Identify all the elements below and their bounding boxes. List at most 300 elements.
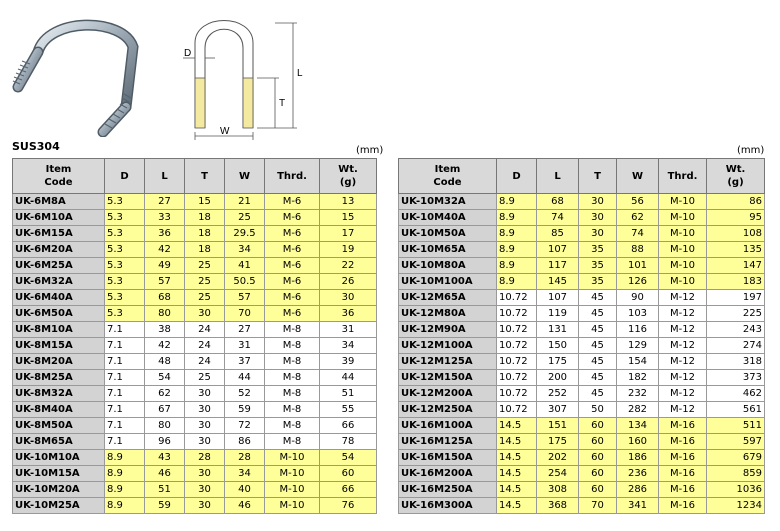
header-l: L xyxy=(537,159,579,194)
weight-cell: 51 xyxy=(320,386,377,402)
w-cell: 57 xyxy=(225,290,265,306)
weight-cell: 1234 xyxy=(707,498,765,514)
d-cell: 5.3 xyxy=(105,194,145,210)
table-row xyxy=(399,370,765,386)
thread-cell: M-16 xyxy=(659,418,707,434)
w-cell: 103 xyxy=(617,306,659,322)
label-t: T xyxy=(279,98,286,109)
w-cell: 44 xyxy=(225,370,265,386)
thread-cell: M-8 xyxy=(265,418,320,434)
item-code-cell: UK-12M100A xyxy=(399,338,497,354)
w-cell: 282 xyxy=(617,402,659,418)
header-l: L xyxy=(145,159,185,194)
item-code-cell: UK-10M25A xyxy=(13,498,105,514)
item-code-cell: UK-12M200A xyxy=(399,386,497,402)
t-cell: 30 xyxy=(185,482,225,498)
l-cell: 68 xyxy=(145,290,185,306)
table-row xyxy=(13,418,377,434)
weight-cell: 39 xyxy=(320,354,377,370)
t-cell: 60 xyxy=(579,482,617,498)
weight-cell: 26 xyxy=(320,274,377,290)
item-code-cell: UK-8M25A xyxy=(13,370,105,386)
table-row xyxy=(13,482,377,498)
thread-cell: M-6 xyxy=(265,242,320,258)
w-cell: 129 xyxy=(617,338,659,354)
t-cell: 45 xyxy=(579,322,617,338)
d-cell: 14.5 xyxy=(497,434,537,450)
t-cell: 15 xyxy=(185,194,225,210)
unit-label-left: (mm) xyxy=(356,145,384,156)
d-cell: 8.9 xyxy=(105,482,145,498)
table-row xyxy=(399,354,765,370)
item-code-cell: UK-12M80A xyxy=(399,306,497,322)
t-cell: 25 xyxy=(185,290,225,306)
t-cell: 28 xyxy=(185,450,225,466)
t-cell: 25 xyxy=(185,258,225,274)
weight-cell: 373 xyxy=(707,370,765,386)
w-cell: 50.5 xyxy=(225,274,265,290)
thread-cell: M-8 xyxy=(265,338,320,354)
l-cell: 145 xyxy=(537,274,579,290)
d-cell: 8.9 xyxy=(105,450,145,466)
item-code-cell: UK-6M8A xyxy=(13,194,105,210)
thread-cell: M-10 xyxy=(659,226,707,242)
thread-cell: M-6 xyxy=(265,210,320,226)
item-code-cell: UK-6M25A xyxy=(13,258,105,274)
d-cell: 5.3 xyxy=(105,290,145,306)
w-cell: 286 xyxy=(617,482,659,498)
table-row xyxy=(399,402,765,418)
t-cell: 60 xyxy=(579,434,617,450)
table-row xyxy=(399,498,765,514)
header-row xyxy=(399,159,765,194)
table-row xyxy=(399,338,765,354)
l-cell: 51 xyxy=(145,482,185,498)
item-code-cell: UK-10M10A xyxy=(13,450,105,466)
l-cell: 68 xyxy=(537,194,579,210)
l-cell: 151 xyxy=(537,418,579,434)
weight-cell: 60 xyxy=(320,466,377,482)
table-row xyxy=(13,210,377,226)
thread-cell: M-10 xyxy=(659,258,707,274)
weight-cell: 36 xyxy=(320,306,377,322)
weight-cell: 17 xyxy=(320,226,377,242)
item-code-cell: UK-8M32A xyxy=(13,386,105,402)
weight-cell: 22 xyxy=(320,258,377,274)
thread-cell: M-10 xyxy=(659,242,707,258)
item-code-cell: UK-8M20A xyxy=(13,354,105,370)
l-cell: 57 xyxy=(145,274,185,290)
l-cell: 202 xyxy=(537,450,579,466)
w-cell: 27 xyxy=(225,322,265,338)
weight-cell: 30 xyxy=(320,290,377,306)
thread-cell: M-6 xyxy=(265,194,320,210)
weight-cell: 15 xyxy=(320,210,377,226)
thread-cell: M-6 xyxy=(265,274,320,290)
spec-table-left xyxy=(12,158,377,514)
d-cell: 10.72 xyxy=(497,402,537,418)
t-cell: 30 xyxy=(185,434,225,450)
l-cell: 43 xyxy=(145,450,185,466)
thread-cell: M-10 xyxy=(265,466,320,482)
weight-cell: 597 xyxy=(707,434,765,450)
w-cell: 74 xyxy=(617,226,659,242)
l-cell: 48 xyxy=(145,354,185,370)
item-code-cell: UK-16M125A xyxy=(399,434,497,450)
t-cell: 35 xyxy=(579,242,617,258)
label-w: W xyxy=(220,126,230,137)
item-code-cell: UK-10M15A xyxy=(13,466,105,482)
item-code-cell: UK-10M65A xyxy=(399,242,497,258)
table-row xyxy=(399,242,765,258)
t-cell: 45 xyxy=(579,290,617,306)
l-cell: 107 xyxy=(537,290,579,306)
t-cell: 24 xyxy=(185,338,225,354)
table-row xyxy=(399,322,765,338)
thread-cell: M-8 xyxy=(265,386,320,402)
d-cell: 8.9 xyxy=(497,194,537,210)
thread-cell: M-12 xyxy=(659,306,707,322)
weight-cell: 44 xyxy=(320,370,377,386)
l-cell: 96 xyxy=(145,434,185,450)
t-cell: 45 xyxy=(579,306,617,322)
t-cell: 18 xyxy=(185,210,225,226)
thread-cell: M-8 xyxy=(265,322,320,338)
w-cell: 182 xyxy=(617,370,659,386)
item-code-cell: UK-10M50A xyxy=(399,226,497,242)
table-row xyxy=(13,322,377,338)
t-cell: 45 xyxy=(579,386,617,402)
table-row xyxy=(13,354,377,370)
header-w: W xyxy=(617,159,659,194)
w-cell: 37 xyxy=(225,354,265,370)
l-cell: 59 xyxy=(145,498,185,514)
l-cell: 27 xyxy=(145,194,185,210)
t-cell: 70 xyxy=(579,498,617,514)
d-cell: 8.9 xyxy=(497,242,537,258)
d-cell: 10.72 xyxy=(497,322,537,338)
d-cell: 7.1 xyxy=(105,338,145,354)
weight-cell: 679 xyxy=(707,450,765,466)
l-cell: 80 xyxy=(145,418,185,434)
thread-cell: M-16 xyxy=(659,466,707,482)
item-code-cell: UK-8M65A xyxy=(13,434,105,450)
item-code-cell: UK-6M40A xyxy=(13,290,105,306)
weight-cell: 1036 xyxy=(707,482,765,498)
t-cell: 30 xyxy=(579,226,617,242)
w-cell: 72 xyxy=(225,418,265,434)
thread-cell: M-12 xyxy=(659,290,707,306)
w-cell: 134 xyxy=(617,418,659,434)
spec-table-right xyxy=(398,158,765,514)
w-cell: 41 xyxy=(225,258,265,274)
d-cell: 8.9 xyxy=(497,274,537,290)
weight-cell: 561 xyxy=(707,402,765,418)
thread-cell: M-8 xyxy=(265,402,320,418)
label-d: D xyxy=(184,48,192,59)
t-cell: 45 xyxy=(579,338,617,354)
item-code-cell: UK-16M150A xyxy=(399,450,497,466)
t-cell: 35 xyxy=(579,274,617,290)
thread-cell: M-10 xyxy=(265,482,320,498)
w-cell: 34 xyxy=(225,466,265,482)
header-wt: Wt. (g) xyxy=(707,159,765,194)
table-row xyxy=(13,370,377,386)
weight-cell: 108 xyxy=(707,226,765,242)
weight-cell: 13 xyxy=(320,194,377,210)
l-cell: 175 xyxy=(537,354,579,370)
thread-cell: M-8 xyxy=(265,354,320,370)
l-cell: 175 xyxy=(537,434,579,450)
d-cell: 7.1 xyxy=(105,402,145,418)
weight-cell: 31 xyxy=(320,322,377,338)
thread-cell: M-6 xyxy=(265,226,320,242)
d-cell: 14.5 xyxy=(497,482,537,498)
table-row xyxy=(399,466,765,482)
l-cell: 117 xyxy=(537,258,579,274)
d-cell: 14.5 xyxy=(497,418,537,434)
table-row xyxy=(13,498,377,514)
w-cell: 232 xyxy=(617,386,659,402)
t-cell: 30 xyxy=(185,466,225,482)
w-cell: 88 xyxy=(617,242,659,258)
t-cell: 18 xyxy=(185,242,225,258)
t-cell: 24 xyxy=(185,354,225,370)
l-cell: 62 xyxy=(145,386,185,402)
t-cell: 60 xyxy=(579,466,617,482)
thread-cell: M-12 xyxy=(659,322,707,338)
l-cell: 252 xyxy=(537,386,579,402)
l-cell: 74 xyxy=(537,210,579,226)
weight-cell: 225 xyxy=(707,306,765,322)
weight-cell: 19 xyxy=(320,242,377,258)
table-row xyxy=(13,226,377,242)
w-cell: 56 xyxy=(617,194,659,210)
d-cell: 5.3 xyxy=(105,306,145,322)
weight-cell: 66 xyxy=(320,418,377,434)
table-row xyxy=(13,338,377,354)
w-cell: 160 xyxy=(617,434,659,450)
item-code-cell: UK-8M15A xyxy=(13,338,105,354)
d-cell: 10.72 xyxy=(497,354,537,370)
weight-cell: 55 xyxy=(320,402,377,418)
d-cell: 5.3 xyxy=(105,274,145,290)
weight-cell: 34 xyxy=(320,338,377,354)
w-cell: 154 xyxy=(617,354,659,370)
u-bolt-photo xyxy=(8,12,148,137)
d-cell: 8.9 xyxy=(497,210,537,226)
table-row xyxy=(399,274,765,290)
header-t: T xyxy=(185,159,225,194)
w-cell: 34 xyxy=(225,242,265,258)
l-cell: 54 xyxy=(145,370,185,386)
table-row xyxy=(399,194,765,210)
weight-cell: 183 xyxy=(707,274,765,290)
l-cell: 67 xyxy=(145,402,185,418)
table-row xyxy=(13,306,377,322)
table-row xyxy=(13,450,377,466)
item-code-cell: UK-16M200A xyxy=(399,466,497,482)
t-cell: 35 xyxy=(579,258,617,274)
weight-cell: 243 xyxy=(707,322,765,338)
item-code-cell: UK-12M90A xyxy=(399,322,497,338)
header-thrd: Thrd. xyxy=(659,159,707,194)
thread-cell: M-6 xyxy=(265,258,320,274)
thread-cell: M-12 xyxy=(659,370,707,386)
w-cell: 52 xyxy=(225,386,265,402)
item-code-cell: UK-12M150A xyxy=(399,370,497,386)
table-row xyxy=(13,194,377,210)
weight-cell: 511 xyxy=(707,418,765,434)
w-cell: 90 xyxy=(617,290,659,306)
w-cell: 29.5 xyxy=(225,226,265,242)
l-cell: 308 xyxy=(537,482,579,498)
unit-label-right: (mm) xyxy=(737,145,765,156)
d-cell: 14.5 xyxy=(497,498,537,514)
t-cell: 30 xyxy=(185,498,225,514)
thread-cell: M-6 xyxy=(265,306,320,322)
table-row xyxy=(399,418,765,434)
l-cell: 38 xyxy=(145,322,185,338)
table-row xyxy=(399,450,765,466)
thread-cell: M-12 xyxy=(659,386,707,402)
table-row xyxy=(13,258,377,274)
d-cell: 8.9 xyxy=(497,226,537,242)
t-cell: 25 xyxy=(185,274,225,290)
thread-cell: M-16 xyxy=(659,450,707,466)
w-cell: 31 xyxy=(225,338,265,354)
item-code-cell: UK-12M65A xyxy=(399,290,497,306)
d-cell: 8.9 xyxy=(105,466,145,482)
w-cell: 126 xyxy=(617,274,659,290)
d-cell: 10.72 xyxy=(497,386,537,402)
t-cell: 30 xyxy=(579,194,617,210)
weight-cell: 274 xyxy=(707,338,765,354)
item-code-cell: UK-6M10A xyxy=(13,210,105,226)
d-cell: 10.72 xyxy=(497,338,537,354)
weight-cell: 462 xyxy=(707,386,765,402)
thread-cell: M-8 xyxy=(265,370,320,386)
item-code-cell: UK-8M40A xyxy=(13,402,105,418)
thread-cell: M-10 xyxy=(265,450,320,466)
thread-cell: M-10 xyxy=(659,194,707,210)
w-cell: 186 xyxy=(617,450,659,466)
thread-cell: M-6 xyxy=(265,290,320,306)
d-cell: 7.1 xyxy=(105,434,145,450)
t-cell: 60 xyxy=(579,450,617,466)
thread-cell: M-10 xyxy=(659,274,707,290)
label-l: L xyxy=(297,68,303,79)
l-cell: 368 xyxy=(537,498,579,514)
w-cell: 101 xyxy=(617,258,659,274)
t-cell: 24 xyxy=(185,322,225,338)
t-cell: 25 xyxy=(185,370,225,386)
d-cell: 7.1 xyxy=(105,322,145,338)
table-row xyxy=(13,386,377,402)
d-cell: 5.3 xyxy=(105,242,145,258)
w-cell: 341 xyxy=(617,498,659,514)
t-cell: 45 xyxy=(579,354,617,370)
l-cell: 42 xyxy=(145,242,185,258)
d-cell: 10.72 xyxy=(497,306,537,322)
table-row xyxy=(399,306,765,322)
d-cell: 7.1 xyxy=(105,370,145,386)
d-cell: 10.72 xyxy=(497,370,537,386)
d-cell: 5.3 xyxy=(105,226,145,242)
l-cell: 46 xyxy=(145,466,185,482)
l-cell: 307 xyxy=(537,402,579,418)
w-cell: 40 xyxy=(225,482,265,498)
header-w: W xyxy=(225,159,265,194)
weight-cell: 78 xyxy=(320,434,377,450)
table-row xyxy=(399,386,765,402)
table-row xyxy=(13,274,377,290)
table-row xyxy=(399,258,765,274)
table-row xyxy=(399,434,765,450)
thread-cell: M-10 xyxy=(265,498,320,514)
thread-cell: M-16 xyxy=(659,482,707,498)
item-code-cell: UK-10M80A xyxy=(399,258,497,274)
w-cell: 236 xyxy=(617,466,659,482)
w-cell: 116 xyxy=(617,322,659,338)
w-cell: 46 xyxy=(225,498,265,514)
item-code-cell: UK-12M250A xyxy=(399,402,497,418)
l-cell: 80 xyxy=(145,306,185,322)
header-row xyxy=(13,159,377,194)
header-item-code: Item Code xyxy=(399,159,497,194)
t-cell: 18 xyxy=(185,226,225,242)
weight-cell: 318 xyxy=(707,354,765,370)
l-cell: 33 xyxy=(145,210,185,226)
w-cell: 25 xyxy=(225,210,265,226)
item-code-cell: UK-10M100A xyxy=(399,274,497,290)
weight-cell: 86 xyxy=(707,194,765,210)
l-cell: 36 xyxy=(145,226,185,242)
t-cell: 30 xyxy=(579,210,617,226)
d-cell: 14.5 xyxy=(497,466,537,482)
w-cell: 86 xyxy=(225,434,265,450)
header-item-code: Item Code xyxy=(13,159,105,194)
w-cell: 21 xyxy=(225,194,265,210)
d-cell: 10.72 xyxy=(497,290,537,306)
header-thrd: Thrd. xyxy=(265,159,320,194)
d-cell: 8.9 xyxy=(497,258,537,274)
header-d: D xyxy=(105,159,145,194)
item-code-cell: UK-10M20A xyxy=(13,482,105,498)
table-row xyxy=(13,290,377,306)
item-code-cell: UK-8M50A xyxy=(13,418,105,434)
item-code-cell: UK-10M32A xyxy=(399,194,497,210)
table-row xyxy=(399,290,765,306)
thread-cell: M-8 xyxy=(265,434,320,450)
thread-cell: M-12 xyxy=(659,354,707,370)
weight-cell: 66 xyxy=(320,482,377,498)
t-cell: 50 xyxy=(579,402,617,418)
item-code-cell: UK-6M32A xyxy=(13,274,105,290)
t-cell: 45 xyxy=(579,370,617,386)
d-cell: 14.5 xyxy=(497,450,537,466)
table-row xyxy=(13,434,377,450)
item-code-cell: UK-12M125A xyxy=(399,354,497,370)
item-code-cell: UK-6M20A xyxy=(13,242,105,258)
table-row xyxy=(13,466,377,482)
d-cell: 7.1 xyxy=(105,386,145,402)
item-code-cell: UK-6M15A xyxy=(13,226,105,242)
thread-cell: M-10 xyxy=(659,210,707,226)
weight-cell: 859 xyxy=(707,466,765,482)
l-cell: 119 xyxy=(537,306,579,322)
thread-cell: M-12 xyxy=(659,402,707,418)
